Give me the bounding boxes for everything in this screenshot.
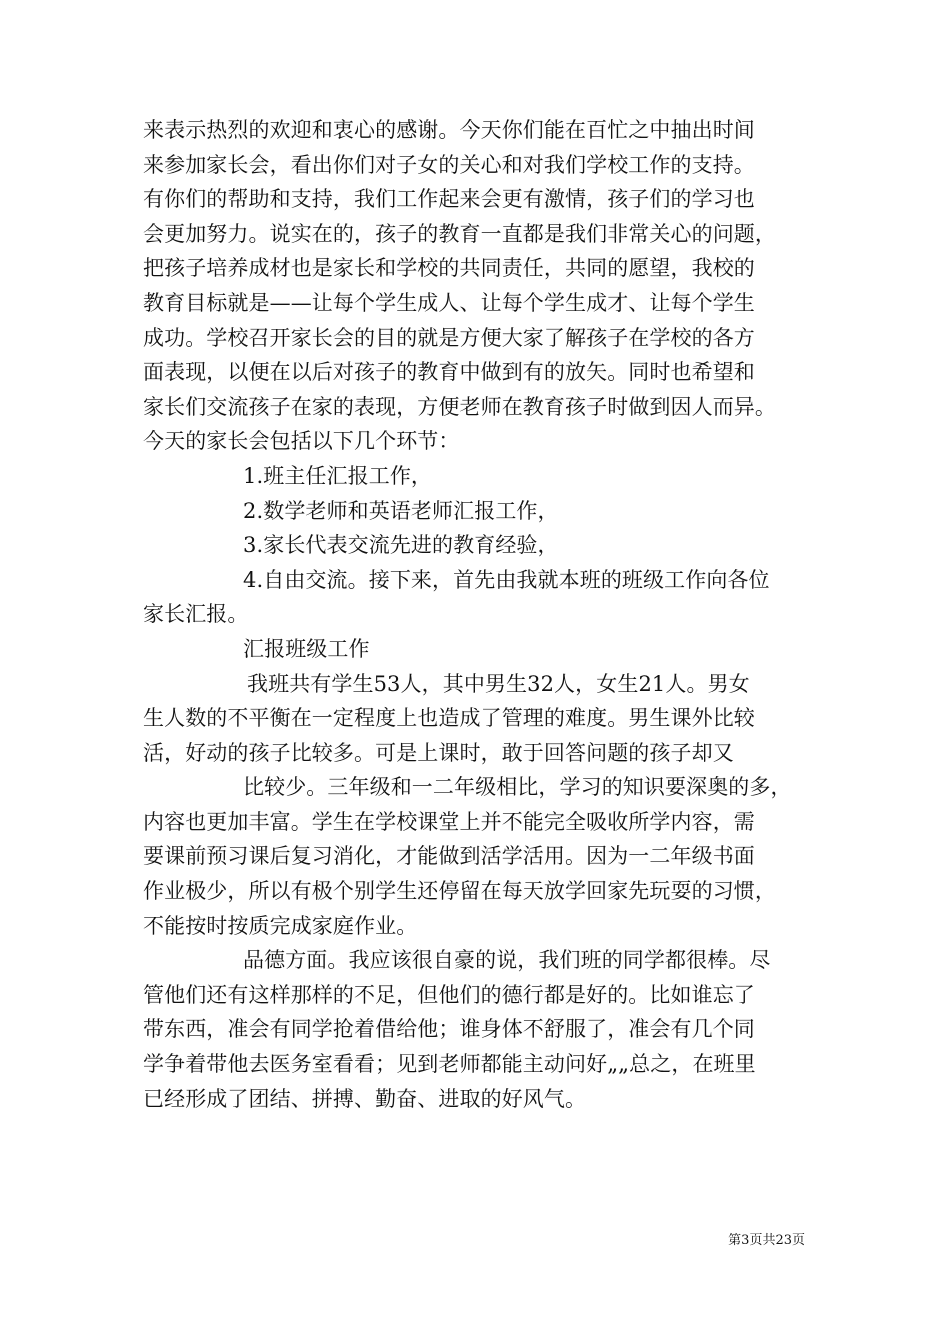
text-line: 作业极少，所以有极个别学生还停留在每天放学回家先玩耍的习惯， xyxy=(143,879,776,904)
text-line: 要课前预习课后复习消化，才能做到活学活用。因为一二年级书面 xyxy=(143,844,755,869)
section-heading: 汇报班级工作 xyxy=(243,636,370,661)
text-line: 生人数的不平衡在一定程度上也造成了管理的难度。男生课外比较 xyxy=(143,706,755,731)
page-number: 第3页共23页 xyxy=(728,1233,805,1248)
text-line: 来表示热烈的欢迎和衷心的感谢。今天你们能在百忙之中抽出时间 xyxy=(143,118,755,142)
text-line: 家长们交流孩子在家的表现，方便老师在教育孩子时做到因人而异。 xyxy=(143,394,776,419)
document-body xyxy=(143,113,833,1116)
text-line: 我班共有学生53人，其中男生32人，女生21人。男女 xyxy=(247,671,750,696)
text-line: 已经形成了团结、拼搏、勤奋、进取的好风气。 xyxy=(143,1086,587,1111)
text-line: 成功。学校召开家长会的目的就是方便大家了解孩子在学校的各方 xyxy=(143,325,755,350)
text-line: 品德方面。我应该很自豪的说，我们班的同学都很棒。尽 xyxy=(243,948,771,973)
text-line: 家长汇报。 xyxy=(143,602,249,627)
agenda-item-1: 1.班主任汇报工作， xyxy=(243,463,433,488)
text-line: 有你们的帮助和支持，我们工作起来会更有激情，孩子们的学习也 xyxy=(143,187,755,212)
agenda-item-4: 4.自由交流。接下来，首先由我就本班的班级工作向各位 xyxy=(243,567,770,592)
text-line: 比较少。三年级和一二年级相比，学习的知识要深奥的多， xyxy=(243,775,792,800)
text-line: 今天的家长会包括以下几个环节： xyxy=(143,429,460,454)
text-line: 把孩子培养成材也是家长和学校的共同责任，共同的愿望，我校的 xyxy=(143,256,755,281)
text-line: 不能按时按质完成家庭作业。 xyxy=(143,913,418,938)
text-line: 教育目标就是——让每个学生成人、让每个学生成才、让每个学生 xyxy=(143,290,755,315)
text-line: 学争着带他去医务室看看；见到老师都能主动问好„„总之，在班里 xyxy=(143,1052,756,1077)
agenda-item-2: 2.数学老师和英语老师汇报工作， xyxy=(243,498,559,523)
text-line: 会更加努力。说实在的，孩子的教育一直都是我们非常关心的问题， xyxy=(143,221,776,246)
text-line: 管他们还有这样那样的不足，但他们的德行都是好的。比如谁忘了 xyxy=(143,982,755,1007)
text-line: 面表现，以便在以后对孩子的教育中做到有的放矢。同时也希望和 xyxy=(143,360,755,385)
text-line: 带东西，准会有同学抢着借给他；谁身体不舒服了，准会有几个同 xyxy=(143,1017,755,1042)
text-line: 来参加家长会，看出你们对子女的关心和对我们学校工作的支持。 xyxy=(143,152,755,177)
text-line: 内容也更加丰富。学生在学校课堂上并不能完全吸收所学内容，需 xyxy=(143,809,755,834)
agenda-item-3: 3.家长代表交流先进的教育经验， xyxy=(243,533,559,558)
text-line: 活，好动的孩子比较多。可是上课时，敢于回答问题的孩子却又 xyxy=(143,740,734,765)
